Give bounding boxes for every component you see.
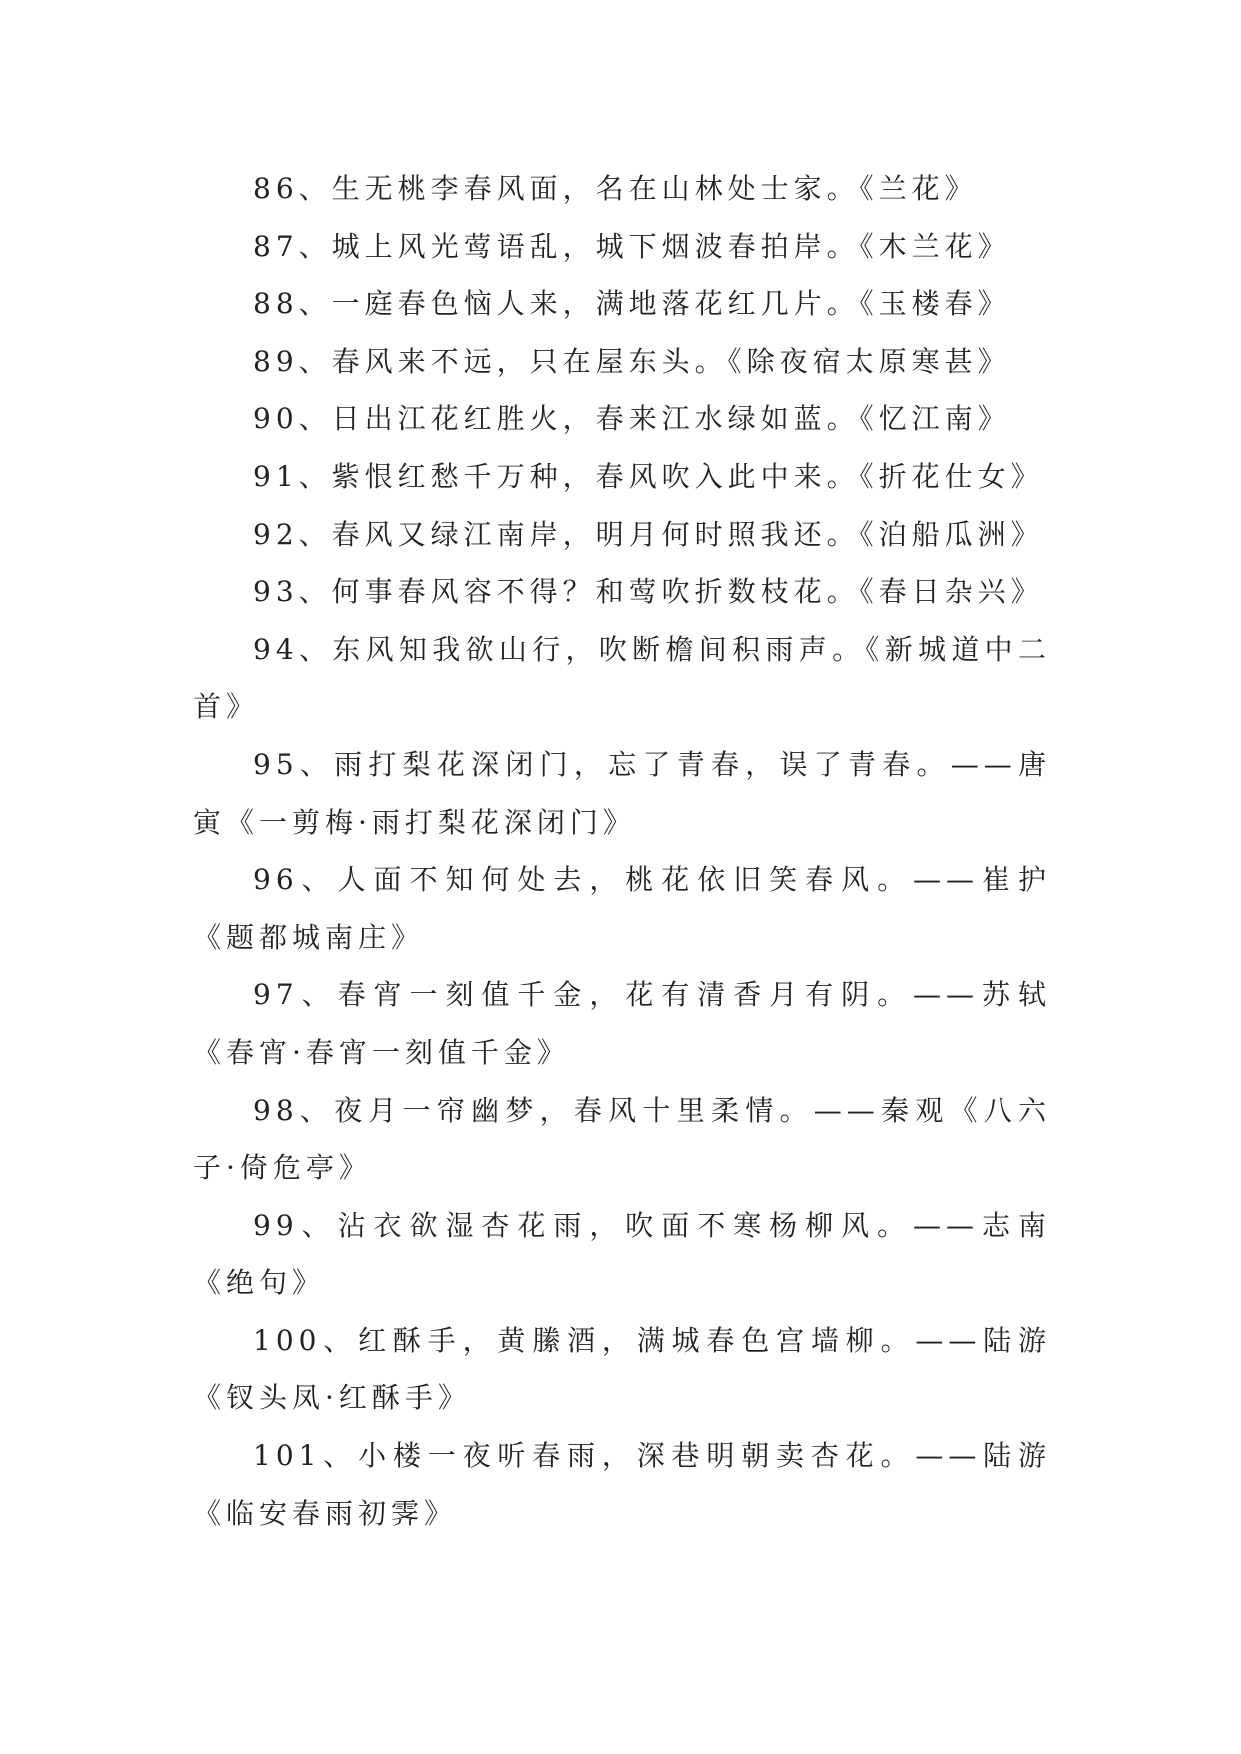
poem-line-100: 100、红酥手，黄縢酒，满城春色宫墙柳。——陆游《钗头凤·红酥手》 <box>193 1323 1051 1415</box>
poem-line-91: 91、紫恨红愁千万种，春风吹入此中来。《折花仕女》 <box>253 459 1044 493</box>
poem-line-87: 87、城上风光莺语乱，城下烟波春拍岸。《木兰花》 <box>253 229 1011 263</box>
poem-line-90: 90、日出江花红胜火，春来江水绿如蓝。《忆江南》 <box>253 402 1011 436</box>
poem-line-86: 86、生无桃李春风面，名在山林处士家。《兰花》 <box>253 172 978 205</box>
poem-line-88: 88、一庭春色恼人来，满地落花红几片。《玉楼春》 <box>253 287 1011 321</box>
poem-line-94: 94、东风知我欲山行，吹断檐间积雨声。《新城道中二首》 <box>193 632 1051 724</box>
poem-line-96: 96、人面不知何处去，桃花依旧笑春风。——崔护《题都城南庄》 <box>193 863 1051 954</box>
poem-line-97: 97、春宵一刻值千金，花有清香月有阴。——苏轼《春宵·春宵一刻值千金》 <box>193 978 1051 1069</box>
poem-line-101: 101、小楼一夜听春雨，深巷明朝卖杏花。——陆游《临安春雨初霁》 <box>193 1439 1051 1530</box>
poem-list <box>193 160 1051 1542</box>
poem-line-99: 99、沾衣欲湿杏花雨，吹面不寒杨柳风。——志南《绝句》 <box>193 1208 1051 1300</box>
poem-line-93: 93、何事春风容不得？和莺吹折数枝花。《春日杂兴》 <box>253 575 1044 609</box>
poem-line-92: 92、春风又绿江南岸，明月何时照我还。《泊船瓜洲》 <box>253 517 1044 551</box>
poem-line-89: 89、春风来不远，只在屋东头。《除夜宿太原寒甚》 <box>253 344 1011 378</box>
poem-line-98: 98、夜月一帘幽梦，春风十里柔情。——秦观《八六子·倚危亭》 <box>193 1093 1051 1185</box>
poem-line-95: 95、雨打梨花深闭门，忘了青春，误了青春。——唐寅《一剪梅·雨打梨花深闭门》 <box>193 747 1051 839</box>
